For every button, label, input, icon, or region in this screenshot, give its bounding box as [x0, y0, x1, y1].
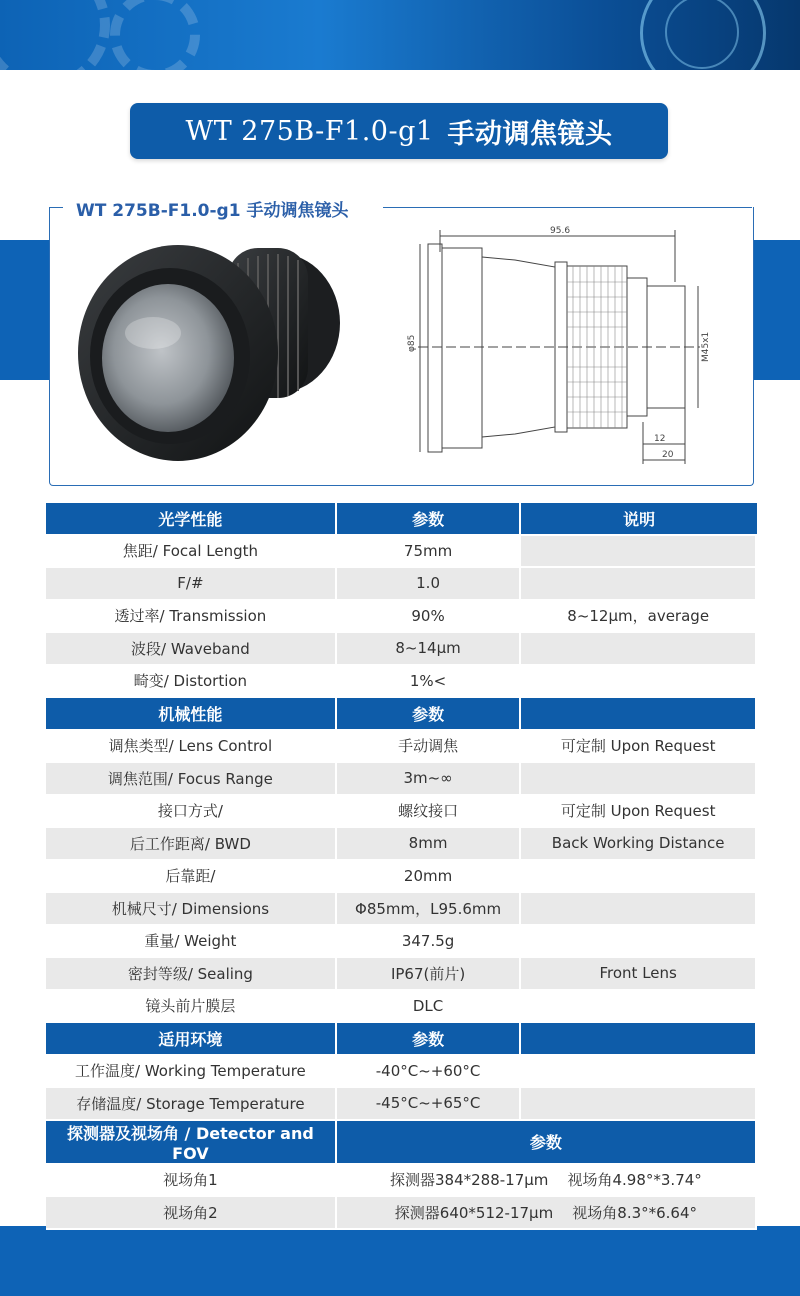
row-value: -40°C~+60°C — [337, 1056, 522, 1089]
row-value: 3m~∞ — [337, 763, 522, 796]
row-value: 螺纹接口 — [337, 796, 522, 829]
table-row — [46, 568, 757, 601]
table-row — [46, 536, 757, 569]
drawing-flange-label: 12 — [654, 434, 666, 444]
header-cell: 说明 — [521, 503, 757, 536]
card-top-border — [49, 207, 63, 208]
table-row — [46, 926, 757, 959]
table-header-row — [46, 1023, 757, 1056]
row-note: Front Lens — [521, 958, 757, 991]
drawing-rear-label: 20 — [662, 450, 674, 460]
header-cell: 适用环境 — [46, 1023, 337, 1056]
gear-decoration-icon — [110, 0, 200, 70]
header-cell: 光学性能 — [46, 503, 337, 536]
row-label: 视场角2 — [46, 1197, 337, 1230]
row-value: 8mm — [337, 828, 522, 861]
row-value: 探测器384*288-17μm 视场角4.98°*3.74° — [337, 1165, 757, 1198]
row-note — [521, 763, 757, 796]
row-label: 接口方式/ — [46, 796, 337, 829]
header-banner — [0, 0, 800, 70]
row-note — [521, 991, 757, 1024]
table-row — [46, 763, 757, 796]
row-value: 90% — [337, 601, 522, 634]
row-value: 20mm — [337, 861, 522, 894]
row-label: 焦距/ Focal Length — [46, 536, 337, 569]
spec-table — [46, 503, 757, 1230]
header-cell — [521, 698, 757, 731]
header-cell: 机械性能 — [46, 698, 337, 731]
table-header-row — [46, 698, 757, 731]
row-value: DLC — [337, 991, 522, 1024]
table-row — [46, 958, 757, 991]
row-note: 可定制 Upon Request — [521, 731, 757, 764]
row-value: 手动调焦 — [337, 731, 522, 764]
row-label: 密封等级/ Sealing — [46, 958, 337, 991]
drawing-thread-label: M45x1 — [701, 331, 711, 362]
section-title: WT 275B-F1.0-g1 手动调焦镜头 — [72, 196, 352, 221]
row-value: 探测器640*512-17μm 视场角8.3°*6.64° — [337, 1197, 757, 1230]
row-note — [521, 1056, 757, 1089]
row-note — [521, 568, 757, 601]
row-note: 可定制 Upon Request — [521, 796, 757, 829]
header-cell: 参数 — [337, 503, 522, 536]
row-note: Back Working Distance — [521, 828, 757, 861]
table-row — [46, 1165, 757, 1198]
table-header-row — [46, 503, 757, 536]
footer-band — [0, 1226, 800, 1296]
table-row — [46, 666, 757, 699]
row-label: 存储温度/ Storage Temperature — [46, 1088, 337, 1121]
table-row — [46, 601, 757, 634]
table-row — [46, 861, 757, 894]
row-label: 工作温度/ Working Temperature — [46, 1056, 337, 1089]
row-label: 透过率/ Transmission — [46, 601, 337, 634]
row-value: 1%< — [337, 666, 522, 699]
row-note — [521, 633, 757, 666]
row-label: 调焦范围/ Focus Range — [46, 763, 337, 796]
table-row — [46, 796, 757, 829]
header-cell: 参数 — [337, 698, 522, 731]
row-note — [521, 893, 757, 926]
header-cell: 参数 — [337, 1121, 757, 1165]
card-top-border — [383, 207, 752, 208]
row-label: 后靠距/ — [46, 861, 337, 894]
table-row — [46, 1056, 757, 1089]
row-note — [521, 536, 757, 569]
table-row — [46, 991, 757, 1024]
row-value: 75mm — [337, 536, 522, 569]
table-row — [46, 1197, 757, 1230]
page-title-name: 手动调焦镜头 — [447, 118, 613, 150]
row-note — [521, 926, 757, 959]
row-value: 347.5g — [337, 926, 522, 959]
table-row — [46, 828, 757, 861]
row-label: 镜头前片膜层 — [46, 991, 337, 1024]
page-title-model: WT 275B-F1.0-g1 — [185, 115, 434, 147]
row-label: 调焦类型/ Lens Control — [46, 731, 337, 764]
row-value: 8~14μm — [337, 633, 522, 666]
page-title — [130, 103, 668, 159]
row-label: 畸变/ Distortion — [46, 666, 337, 699]
header-cell — [521, 1023, 757, 1056]
row-label: 视场角1 — [46, 1165, 337, 1198]
row-value: 1.0 — [337, 568, 522, 601]
lens-product-image — [78, 228, 346, 468]
header-cell: 参数 — [337, 1023, 522, 1056]
row-note — [521, 1088, 757, 1121]
row-label: 波段/ Waveband — [46, 633, 337, 666]
row-note: 8~12μm，average — [521, 601, 757, 634]
row-label: F/# — [46, 568, 337, 601]
table-row — [46, 1088, 757, 1121]
table-row — [46, 731, 757, 764]
drawing-diameter-label: φ85 — [407, 334, 417, 352]
table-header-row — [46, 1121, 757, 1165]
row-note — [521, 666, 757, 699]
drawing-length-label: 95.6 — [550, 226, 571, 236]
header-cell: 探测器及视场角 / Detector and FOV — [46, 1121, 337, 1165]
row-value: IP67(前片) — [337, 958, 522, 991]
table-row — [46, 893, 757, 926]
row-label: 后工作距离/ BWD — [46, 828, 337, 861]
table-row — [46, 633, 757, 666]
row-note — [521, 861, 757, 894]
row-label: 重量/ Weight — [46, 926, 337, 959]
row-value: -45°C~+65°C — [337, 1088, 522, 1121]
row-label: 机械尺寸/ Dimensions — [46, 893, 337, 926]
gear-decoration-icon — [0, 0, 110, 70]
lens-dimension-drawing — [400, 222, 735, 467]
row-value: Φ85mm，L95.6mm — [337, 893, 522, 926]
